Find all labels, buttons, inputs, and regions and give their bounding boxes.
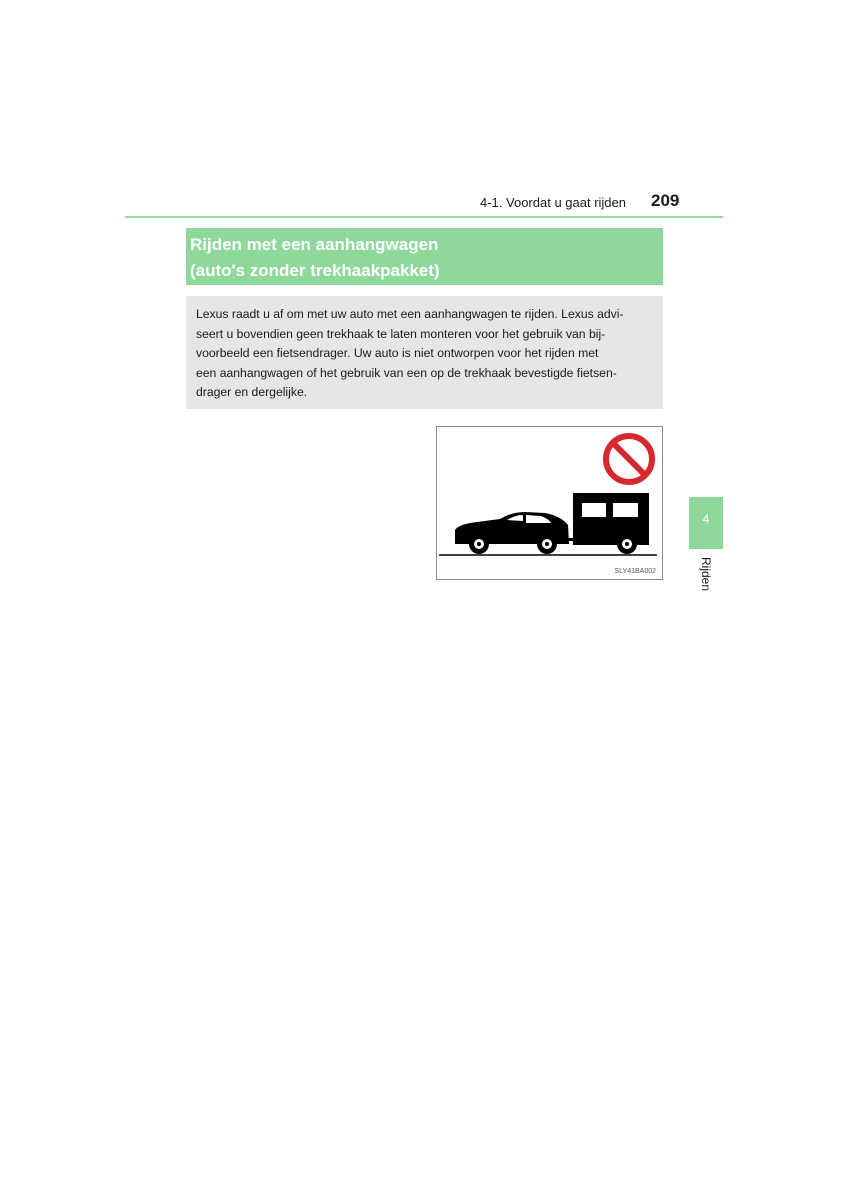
car-icon xyxy=(455,512,569,554)
illustration-code: SLY41BA002 xyxy=(614,568,656,575)
header-rule xyxy=(125,216,723,218)
body-text-line: Lexus raadt u af om met uw auto met een aanhangwagen te rijden. Lexus advi- xyxy=(196,307,624,321)
body-text-line: seert u bovendien geen trekhaak te laten monteren voor het gebruik van bij- xyxy=(196,326,606,341)
prohibition-icon xyxy=(606,436,652,482)
towing-prohibited-illustration xyxy=(436,426,663,580)
caravan-icon xyxy=(573,493,649,554)
body-text-line: een aanhangwagen of het gebruik van een op de trekhaak bevestigde fietsen- xyxy=(196,365,617,380)
body-text-box xyxy=(186,296,663,409)
section-title-line-2: (auto's zonder trekhaakpakket) xyxy=(190,261,440,280)
body-text-line: drager en dergelijke. xyxy=(196,385,308,400)
chapter-label: Rijden xyxy=(699,556,713,592)
body-text-line: voorbeeld een fietsendrager. Uw auto is niet ontworpen voor het rijden met xyxy=(196,346,599,361)
section-title-box xyxy=(186,228,663,285)
header-section-title: 4-1. Voordat u gaat rijden xyxy=(480,195,626,210)
section-title-line-1: Rijden met een aanhangwagen xyxy=(190,235,439,254)
illustration-drawing xyxy=(437,427,662,579)
page-number: 209 xyxy=(651,191,680,210)
chapter-tab: 4 xyxy=(689,497,723,549)
